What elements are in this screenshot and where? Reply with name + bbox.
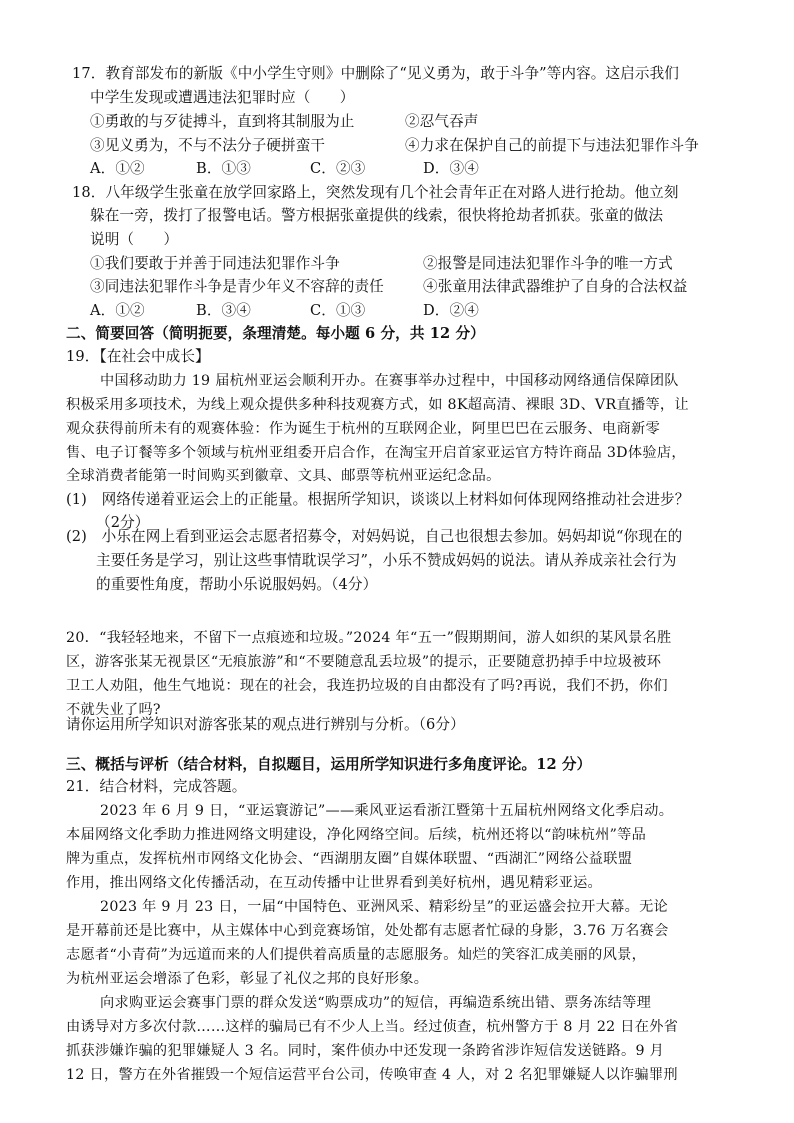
q19-material-line2: 积极采用多项技术，为线上观众提供多种科技观赛方式，如 8K超高清、裸眼 3D、VR直播等，让 [66, 397, 689, 413]
q20-question: 请你运用所学知识对游客张某的观点进行辨别与分析。（6分） [66, 716, 465, 733]
q18-option-3: ③同违法犯罪作斗争是青少年义不容辞的责任 [90, 278, 384, 295]
q17-option-2: ②忍气吞声 [405, 113, 479, 130]
q18-stem-line1: 18．八年级学生张童在放学回家路上，突然发现有几个社会青年正在对路人进行抢劫。他立刻 [72, 184, 679, 201]
q17-choice-c: C．②③ [310, 160, 366, 177]
q19-sub2-line3: 的重要性角度，帮助小乐说服妈妈。（4分） [96, 576, 378, 593]
q18-stem-line2: 躲在一旁，拨打了报警电话。警方根据张童提供的线索，很快将抢劫者抓获。张童的做法 [90, 207, 664, 224]
q21-para1-line2: 本届网络文化季助力推进网络文明建设，净化网络空间。后续，杭州还将以“韵味杭州”等品 [66, 827, 647, 843]
section-3-heading: 三、概括与评析（结合材料，自拟题目，运用所学知识进行多角度评论。12 分） [66, 756, 592, 773]
q19-material-line3: 观众获得前所未有的观赛体验：作为诞生于杭州的互联网企业，阿里巴巴在云服务、电商新零 [66, 421, 660, 437]
q20-line2: 区，游客张某无视景区“无痕旅游”和“不要随意乱丢垃圾”的提示，正要随意扔掉手中垃圾被环 [66, 654, 662, 670]
q21-para2-line1: 2023 年 9 月 23 日，一届“中国特色、亚洲风采、精彩纷呈”的亚运盛会拉开大幕。无论 [100, 899, 669, 915]
q21-para2-line3: 志愿者“小青荷”为远道而来的人们提供着高质量的志愿服务。灿烂的笑容汇成美丽的风景， [66, 947, 647, 963]
q18-option-2: ②报警是同违法犯罪作斗争的唯一方式 [423, 255, 673, 272]
q18-choice-a: A．①② [90, 302, 145, 319]
q18-option-1: ①我们要敢于并善于同违法犯罪作斗争 [90, 255, 340, 272]
q17-stem-line1: 17．教育部发布的新版《中小学生守则》中删除了“见义勇为，敢于斗争”等内容。这启示我们 [72, 65, 679, 82]
q21-para3-line2: 由诱导对方多次付款……这样的骗局已有不少人上当。经过侦查，杭州警方于 8 月 22 日在外省 [66, 1019, 679, 1035]
q21-para3-line1: 向求购亚运会赛事门票的群众发送“购票成功”的短信，再编造系统出错、票务冻结等理 [100, 995, 652, 1011]
q18-choice-b: B．③④ [196, 302, 251, 319]
q19-material-line1: 中国移动助力 19 届杭州亚运会顺利开办。在赛事举办过程中，中国移动网络通信保障团队 [100, 373, 679, 389]
q21-para1-line4: 作用，推出网络文化传播活动，在互动传播中让世界看到美好杭州，遇见精彩亚运。 [66, 875, 603, 891]
q19-material-line4: 售、电子订餐等多个领域与杭州亚组委开启合作，在淘宝开启首家亚运官方特许商品 3D体验店， [66, 445, 686, 461]
q17-choice-b: B．①③ [196, 160, 251, 177]
q17-option-4: ④力求在保护自己的前提下与违法犯罪作斗争 [405, 137, 699, 154]
q18-option-4: ④张童用法律武器维护了自身的合法权益 [423, 278, 688, 295]
q20-line4: 不就失业了吗? [66, 702, 161, 718]
q21-heading: 21．结合材料，完成答题。 [66, 778, 247, 795]
q19-sub1-line2: （2分） [96, 514, 150, 531]
q18-choice-d: D．②④ [423, 302, 479, 319]
q21-para1-line1: 2023 年 6 月 9 日，“亚运寰游记”——乘风亚运看浙江暨第十五届杭州网络文化季启动。 [100, 803, 674, 819]
q17-stem-line2: 中学生发现或遭遇违法犯罪时应（ ） [90, 89, 355, 106]
q21-para2-line2: 是开幕前还是比赛中，从主媒体中心到竞赛场馆，处处都有志愿者忙碌的身影，3.76 万名赛会 [66, 923, 669, 939]
q17-choice-d: D．③④ [423, 160, 479, 177]
q19-sub2-line1: (2) 小乐在网上看到亚运会志愿者招募令，对妈妈说，自己也很想去参加。妈妈却说“你现在的 [66, 528, 683, 545]
q20-line1: 20．“我轻轻地来，不留下一点痕迹和垃圾。”2024 年“五一”假期期间，游人如织的某风景名胜 [66, 630, 672, 646]
q18-choice-c: C．①③ [310, 302, 366, 319]
q17-choice-a: A．①② [90, 160, 145, 177]
q21-para3-line3: 抓获涉嫌诈骗的犯罪嫌疑人 3 名。同时，案件侦办中还发现一条跨省涉诈短信发送链路。9 月 [66, 1043, 665, 1059]
q18-stem-line3: 说明（ ） [90, 231, 179, 248]
q21-para1-line3: 牌为重点，发挥杭州市网络文化协会、“西湖朋友圈”自媒体联盟、“西湖汇”网络公益联盟 [66, 851, 633, 867]
q19-sub1-line1: (1) 网络传递着亚运会上的正能量。根据所学知识，谈谈以上材料如何体现网络推动社会进步？ [66, 491, 690, 508]
q19-sub2-line2: 主要任务是学习，别让这些事情耽误学习”，小乐不赞成妈妈的说法。请从养成亲社会行为 [96, 552, 677, 569]
q21-para3-line4: 12 日，警方在外省摧毁一个短信运营平台公司，传唤审查 4 人，对 2 名犯罪嫌疑人以诈骗罪刑 [66, 1067, 678, 1083]
q17-option-1: ①勇敢的与歹徒搏斗，直到将其制服为止 [90, 113, 355, 130]
q20-line3: 卫工人劝阻，他生气地说：现在的社会，我连扔垃圾的自由都没有了吗?再说，我们不扔，你们 [66, 678, 668, 694]
q19-material-line5: 全球消费者能第一时间购买到徽章、文具、邮票等杭州亚运纪念品。 [66, 468, 501, 484]
q17-option-3: ③见义勇为，不与不法分子硬拼蛮干 [90, 137, 326, 154]
q19-heading: 19．【在社会中成长】 [66, 348, 210, 365]
q21-para2-line4: 为杭州亚运会增添了色彩，彰显了礼仪之邦的良好形象。 [66, 971, 429, 987]
section-2-heading: 二、简要回答（简明扼要，条理清楚。每小题 6 分，共 12 分） [66, 325, 485, 342]
